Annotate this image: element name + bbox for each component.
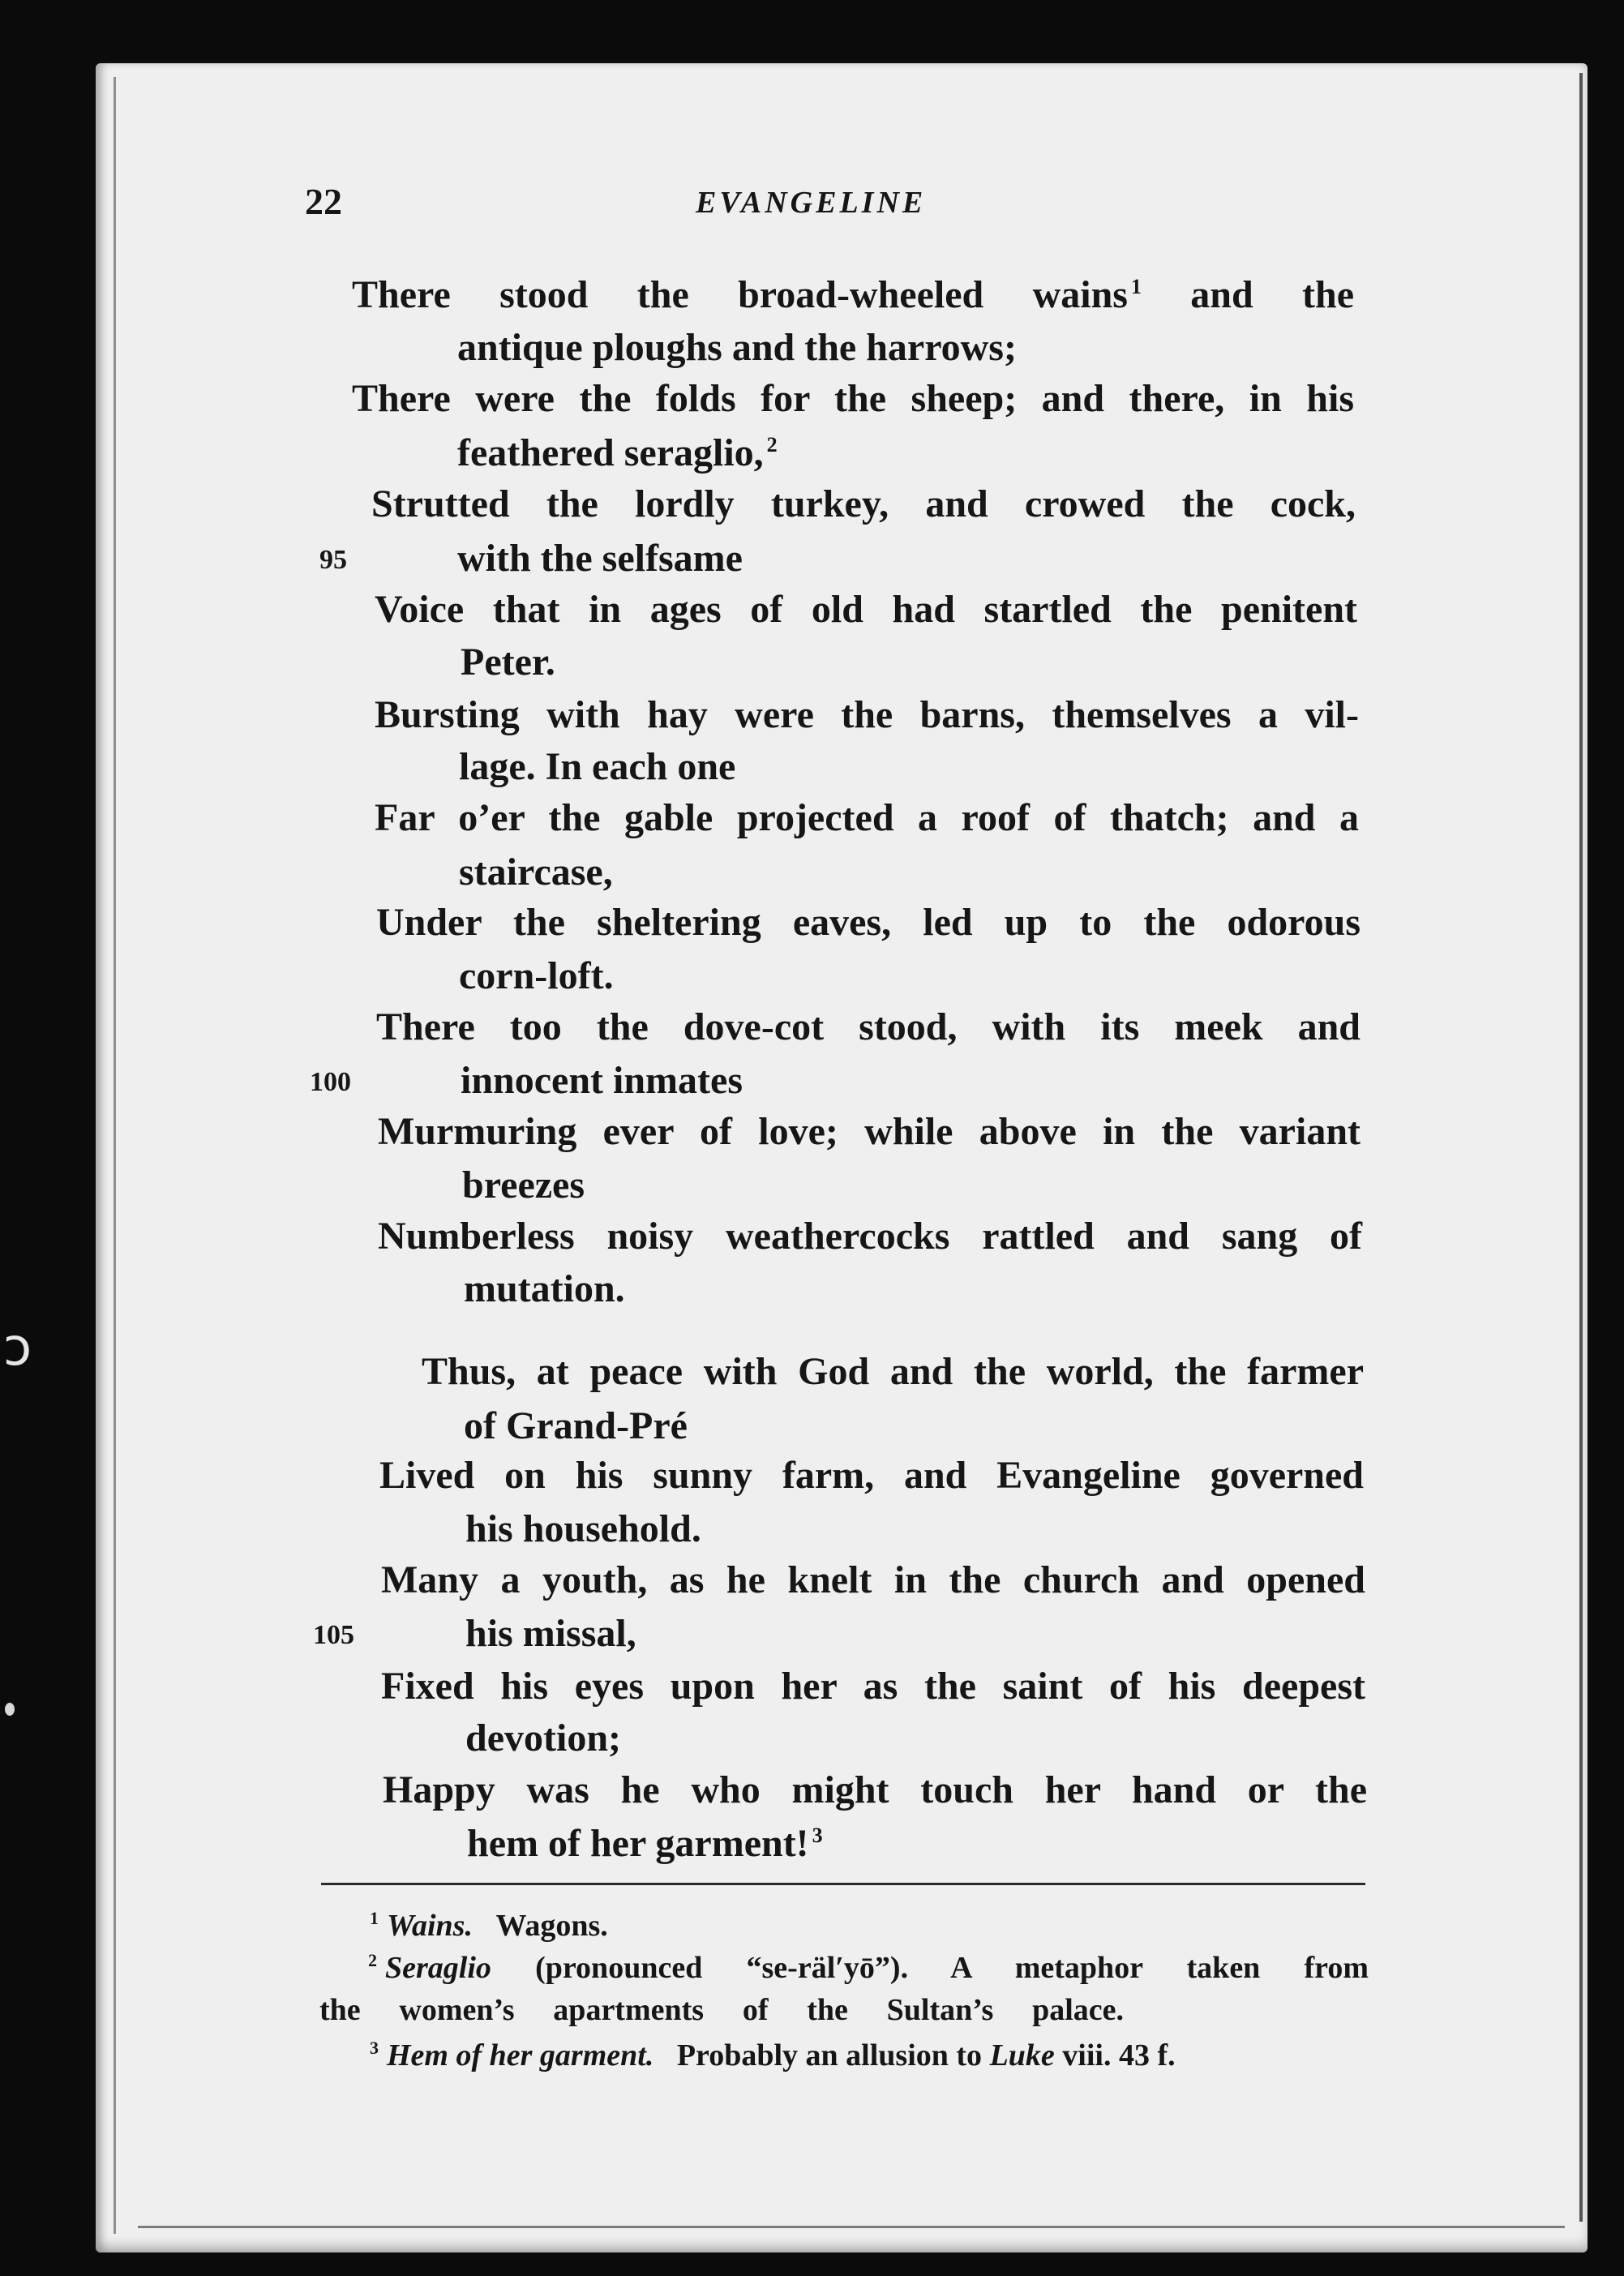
page-shadow-bottom (138, 2226, 1565, 2228)
page-number: 22 (305, 181, 342, 222)
poem-line: There were the folds for the sheep; and there, in his (352, 377, 1354, 420)
footnote-3: $^3$ Hem of her garment. Probably an allusion to Luke viii. 43 f. (370, 2038, 1176, 2072)
poem-line: There stood the broad-wheeled wains $^1$ and the (352, 273, 1355, 316)
poem-line: Happy was he who might touch her hand or the (383, 1768, 1367, 1811)
line-number: 95 (319, 545, 347, 575)
poem-line: mutation. (464, 1267, 625, 1310)
line-number: 100 (310, 1067, 351, 1097)
poem-line: Far o’er the gable projected a roof of thatch; and a (375, 796, 1359, 839)
poem-line: Bursting with hay were the barns, themselves a vil- (375, 693, 1359, 736)
poem-line: Murmuring ever of love; while above in the variant (378, 1110, 1360, 1153)
poem-line: Fixed his eyes upon her as the saint of his deepest (381, 1665, 1365, 1708)
poem-line: Under the sheltering eaves, led up to the odorous (376, 901, 1360, 944)
footnote-2: $^2$ Seraglio (pronounced “se-räl′yō”). A metaphor taken from (368, 1950, 1369, 1985)
margin-hook-mark-icon: ↄ (3, 1318, 32, 1378)
footnote-rule (321, 1883, 1365, 1885)
poem-line: staircase, (459, 851, 613, 894)
footnote-ref: 1 (1130, 275, 1142, 298)
poem-line: innocent inmates (461, 1059, 743, 1102)
footnote-ref: 2 (766, 433, 778, 456)
poem-line: Numberless noisy weathercocks rattled and sang of (378, 1215, 1362, 1258)
poem-line: hem of her garment! $^3$ (467, 1822, 823, 1865)
poem-line: breezes (462, 1164, 585, 1207)
poem-line: his missal, (465, 1612, 636, 1655)
poem-line: feathered seraglio, $^2$ (457, 431, 778, 474)
poem-line: his household. (465, 1507, 701, 1550)
poem-line: lage. In each one (459, 745, 736, 788)
poem-line: Peter. (461, 641, 555, 684)
poem-line: with the selfsame (457, 537, 743, 580)
poem-line: devotion; (465, 1717, 621, 1760)
footnote-ref: 3 (812, 1824, 823, 1847)
poem-line: Many a youth, as he knelt in the church and opened (381, 1558, 1365, 1601)
poem-line: Lived on his sunny farm, and Evangeline governed (379, 1454, 1364, 1497)
page-shadow-left (114, 77, 116, 2234)
poem-line: corn-loft. (459, 954, 614, 997)
poem-line: of Grand-Pré (464, 1404, 688, 1447)
footnote-2-continued: the women’s apartments of the Sultan’s palace. (319, 1993, 1124, 2027)
poem-line: Voice that in ages of old had startled the penitent (375, 588, 1357, 631)
margin-dot-mark (5, 1703, 15, 1716)
poem-line: antique ploughs and the harrows; (457, 326, 1017, 369)
poem-line: Strutted the lordly turkey, and crowed the cock, (371, 482, 1356, 525)
poem-line: Thus, at peace with God and the world, the farmer (422, 1350, 1364, 1393)
poem-line: There too the dove-cot stood, with its meek and (376, 1005, 1360, 1048)
footnote-1: $^1$ Wains. Wagons. (370, 1908, 608, 1943)
line-number: 105 (313, 1620, 354, 1650)
page-edge-right (1579, 73, 1583, 2222)
running-title: EVANGELINE (696, 186, 927, 220)
